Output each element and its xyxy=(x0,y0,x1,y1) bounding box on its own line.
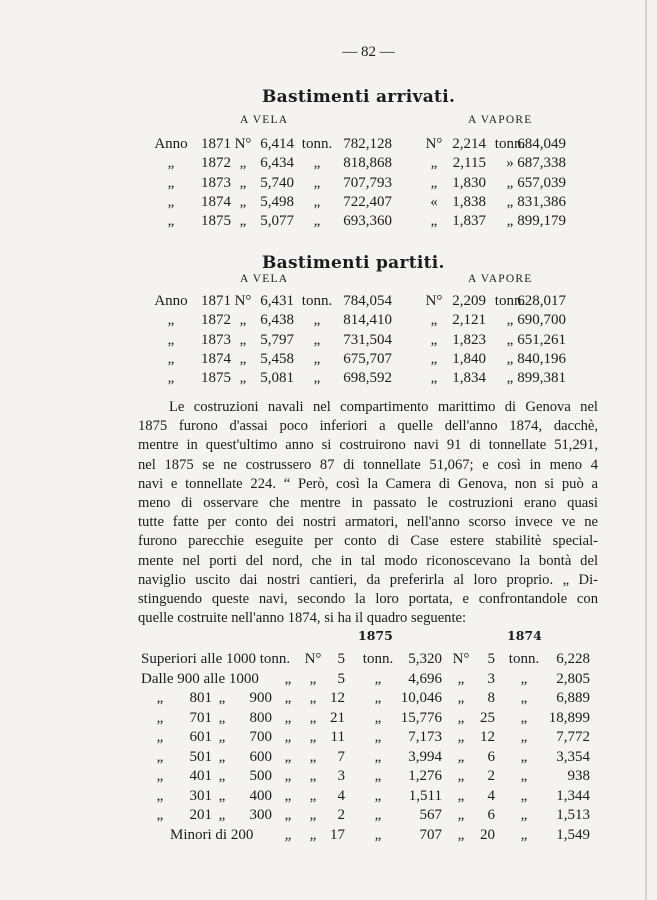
ditto-mark: „ xyxy=(218,787,226,804)
cell-count-1874-mark: „ xyxy=(457,729,465,745)
range-from: 201 xyxy=(189,807,212,823)
range-to: 800 xyxy=(249,709,272,726)
cell-year: 1871 xyxy=(201,136,231,152)
table-row xyxy=(0,213,657,232)
cell-tonnage-1875-mark: „ xyxy=(374,826,382,843)
cell-tonnage-1875-mark: „ xyxy=(374,807,382,823)
cell-sail-count-mark: „ xyxy=(239,174,247,191)
cell-year: 1872 xyxy=(201,312,231,329)
table-row xyxy=(0,136,657,155)
cell-count-1875: 11 xyxy=(330,729,345,745)
cell-sail-count-mark: „ xyxy=(239,331,247,348)
cell-count-1875-mark: „ xyxy=(309,729,317,745)
cell-tonnage-1875-mark: „ xyxy=(374,670,382,687)
cell-count-1874-mark: „ xyxy=(457,768,465,784)
cell-steam-count: 1,837 xyxy=(452,213,486,230)
cell-sail-tonnage: 722,407 xyxy=(343,193,392,210)
cell-count-1875-mark: „ xyxy=(309,807,317,823)
cell-sail-count: 6,431 xyxy=(260,293,294,309)
cell-count-1875-mark: „ xyxy=(309,690,317,706)
cell-label: Anno xyxy=(154,136,188,152)
cell-count-1875: 12 xyxy=(330,690,345,706)
range-to: 500 xyxy=(249,768,272,784)
cell-tonnage-1875-mark: „ xyxy=(374,768,382,784)
cell-sail-count-mark: N° xyxy=(234,293,252,309)
range-from: 601 xyxy=(189,729,212,745)
paragraph-line: mentre in quest'ultimo anno si costruirono navi 91 di tonnellate 51,291, xyxy=(138,437,598,454)
cell-steam-count-mark: « xyxy=(430,193,438,210)
cell-steam-count: 2,209 xyxy=(452,293,486,309)
cell-steam-tonnage: 684,049 xyxy=(517,136,566,152)
cell-count-1875: 2 xyxy=(337,807,345,823)
cell-sail-count-mark: „ xyxy=(239,213,247,230)
cell-count-1874: 4 xyxy=(487,787,495,804)
cell-sail-tonnage-mark: „ xyxy=(313,193,321,210)
paragraph-line: Le costruzioni navali nel compartimento marittimo di Genova nel xyxy=(169,399,598,415)
cell-count-1875-mark: N° xyxy=(304,651,322,667)
cell-steam-tonnage: 657,039 xyxy=(517,174,566,191)
table-row xyxy=(0,312,657,331)
cell-tonnage-1874-mark: „ xyxy=(520,807,528,823)
cell-steam-count: 2,121 xyxy=(452,312,486,329)
cell-steam-count: 2,214 xyxy=(452,136,486,152)
cell-steam-count-mark: N° xyxy=(425,293,443,309)
cell-sail-count: 5,077 xyxy=(260,213,294,230)
cell-count-1875: 21 xyxy=(330,709,345,726)
cell-count-1874-mark: „ xyxy=(457,787,465,804)
cell-steam-tonnage: 899,381 xyxy=(517,370,566,387)
table-row xyxy=(0,651,657,670)
cell-tonnage-1874-mark: „ xyxy=(520,826,528,843)
cell-tonnage-1875-mark: „ xyxy=(374,748,382,765)
cell-steam-tonnage-mark: „ xyxy=(506,193,514,210)
cell-tonnage-1874-mark: „ xyxy=(520,670,528,687)
paragraph-line: quelle costruite nell'anno 1874, si ha il quadro seguente: xyxy=(138,610,467,627)
table-row xyxy=(0,788,657,807)
cell-steam-tonnage-mark: tonn. xyxy=(494,136,526,152)
range-from: 501 xyxy=(189,748,212,765)
cell-sail-count: 6,434 xyxy=(260,155,294,172)
ditto-mark: „ xyxy=(156,729,164,745)
cell-count-1874-mark: „ xyxy=(457,709,465,726)
cell-sail-tonnage-mark: „ xyxy=(313,213,321,230)
cell-count-1875-mark: „ xyxy=(309,670,317,687)
cell-count-1875: 5 xyxy=(337,651,345,667)
cell-label: „ xyxy=(167,331,175,348)
cell-count-1874-mark: „ xyxy=(457,690,465,706)
cell-count-1874: 20 xyxy=(480,826,495,843)
cell-count-1874: 8 xyxy=(487,690,495,706)
cell-year: 1874 xyxy=(201,193,231,210)
cell-sail-tonnage-mark: „ xyxy=(313,331,321,348)
cell-ditto-mark: „ xyxy=(284,807,292,823)
cell-sail-count: 5,081 xyxy=(260,370,294,387)
cell-tonnage-1874: 1,513 xyxy=(556,807,590,823)
cell-steam-tonnage-mark: „ xyxy=(506,312,514,329)
cell-tonnage-1875: 3,994 xyxy=(408,748,442,765)
cell-steam-tonnage: 687,338 xyxy=(517,155,566,172)
cell-steam-count: 1,823 xyxy=(452,331,486,348)
ditto-mark: „ xyxy=(218,748,226,765)
table-row xyxy=(0,690,657,709)
cell-tonnage-1875: 7,173 xyxy=(408,729,442,745)
paragraph-line: furono parecchie eseguite per conto di Case estere stabilitè special- xyxy=(138,533,598,550)
cell-label: Anno xyxy=(154,293,188,309)
cell-tonnage-1874-mark: „ xyxy=(520,787,528,804)
cell-steam-count-mark: „ xyxy=(430,213,438,230)
paragraph-line: nel 1875 se ne costrussero 87 di tonnellate 51,067; e così in meno 4 xyxy=(138,456,598,473)
cell-count-1875-mark: „ xyxy=(309,787,317,804)
range-to: 700 xyxy=(249,729,272,745)
cell-sail-tonnage: 698,592 xyxy=(343,370,392,387)
cell-count-1874: 2 xyxy=(487,768,495,784)
cell-year: 1873 xyxy=(201,331,231,348)
cell-steam-tonnage: 831,386 xyxy=(517,193,566,210)
departures-sail-header: A VELA xyxy=(240,273,289,285)
ditto-mark: „ xyxy=(218,768,226,784)
construction-year-1875: 1875 xyxy=(358,628,393,643)
cell-steam-tonnage: 628,017 xyxy=(517,293,566,309)
cell-count-1874: 5 xyxy=(487,651,495,667)
cell-sail-count: 5,458 xyxy=(260,350,294,367)
cell-label: „ xyxy=(167,174,175,191)
cell-count-1874: 6 xyxy=(487,807,495,823)
cell-tonnage-1875: 4,696 xyxy=(408,670,442,687)
cell-sail-tonnage-mark: „ xyxy=(313,174,321,191)
cell-sail-tonnage: 693,360 xyxy=(343,213,392,230)
cell-sail-count-mark: „ xyxy=(239,350,247,367)
cell-tonnage-1875-mark: tonn. xyxy=(362,651,394,667)
cell-steam-tonnage-mark: „ xyxy=(506,213,514,230)
table-row xyxy=(0,768,657,787)
cell-count-1874-mark: „ xyxy=(457,748,465,765)
cell-year: 1875 xyxy=(201,213,231,230)
cell-year: 1873 xyxy=(201,174,231,191)
cell-steam-tonnage-mark: tonn. xyxy=(494,293,526,309)
paragraph-line: navi e tonnellate 224. “ Però, così la Camera di Genova, non si può a xyxy=(138,475,598,492)
cell-steam-tonnage-mark: „ xyxy=(506,350,514,367)
cell-steam-tonnage: 690,700 xyxy=(517,312,566,329)
paragraph-line: naviglio uscito dai nostri cantieri, da preferirla al loro proprio. „ Di- xyxy=(138,571,598,588)
cell-tonnage-1874: 18,899 xyxy=(548,709,590,726)
table-row xyxy=(0,749,657,768)
cell-tonnage-1874-mark: „ xyxy=(520,768,528,784)
cell-sail-count: 5,740 xyxy=(260,174,294,191)
cell-steam-count: 1,830 xyxy=(452,174,486,191)
table-row xyxy=(0,332,657,351)
range-from: 801 xyxy=(189,690,212,706)
cell-sail-tonnage: 731,504 xyxy=(343,331,392,348)
cell-sail-count-mark: „ xyxy=(239,370,247,387)
cell-steam-tonnage-mark: » xyxy=(506,155,514,172)
cell-year: 1875 xyxy=(201,370,231,387)
table-row xyxy=(0,729,657,748)
cell-sail-tonnage: 675,707 xyxy=(343,350,392,367)
cell-label: „ xyxy=(167,350,175,367)
cell-tonnage-1875-mark: „ xyxy=(374,787,382,804)
cell-steam-tonnage-mark: „ xyxy=(506,174,514,191)
cell-ditto-mark: „ xyxy=(284,787,292,804)
cell-tonnage-1874: 2,805 xyxy=(556,670,590,687)
cell-sail-tonnage-mark: „ xyxy=(313,350,321,367)
cell-count-1874-mark: „ xyxy=(457,670,465,687)
cell-count-1874: 6 xyxy=(487,748,495,765)
cell-sail-tonnage-mark: „ xyxy=(313,155,321,172)
cell-sail-count: 5,498 xyxy=(260,193,294,210)
cell-sail-tonnage: 707,793 xyxy=(343,174,392,191)
table-row xyxy=(0,351,657,370)
cell-tonnage-1874-mark: „ xyxy=(520,729,528,745)
cell-count-1875: 5 xyxy=(337,670,345,687)
table-row xyxy=(0,175,657,194)
cell-ditto-mark: „ xyxy=(284,670,292,687)
range-to: 300 xyxy=(249,807,272,823)
cell-tonnage-1875: 567 xyxy=(419,807,442,823)
cell-tonnage-1874: 3,354 xyxy=(556,748,590,765)
range-from: 701 xyxy=(189,709,212,726)
cell-tonnage-1875: 1,276 xyxy=(408,768,442,784)
arrivals-sail-header: A VELA xyxy=(240,114,289,126)
cell-ditto-mark: „ xyxy=(284,690,292,706)
cell-steam-count-mark: N° xyxy=(425,136,443,152)
body-paragraph xyxy=(138,398,598,628)
cell-steam-count-mark: „ xyxy=(430,370,438,387)
cell-tonnage-1875-mark: „ xyxy=(374,729,382,745)
cell-ditto-mark: „ xyxy=(284,826,292,843)
cell-sail-tonnage-mark: „ xyxy=(313,370,321,387)
cell-sail-tonnage: 814,410 xyxy=(343,312,392,329)
paragraph-line: tutte fatte per conto dei nostri armatori, nell'anno scorso invece ve ne xyxy=(138,514,598,531)
cell-count-1875: 7 xyxy=(337,748,345,765)
cell-steam-count-mark: „ xyxy=(430,331,438,348)
cell-tonnage-1874: 7,772 xyxy=(556,729,590,745)
cell-count-1875-mark: „ xyxy=(309,709,317,726)
arrivals-steam-header: A VAPORE xyxy=(468,114,533,126)
cell-count-1874-mark: „ xyxy=(457,807,465,823)
cell-ditto-mark: „ xyxy=(284,729,292,745)
paragraph-line: 1875 furono d'assai poco inferiori a quelle dell'anno 1874, dacchè, xyxy=(138,418,598,435)
cell-sail-count-mark: N° xyxy=(234,136,252,152)
cell-tonnage-1874: 1,344 xyxy=(556,787,590,804)
cell-tonnage-1875: 5,320 xyxy=(408,651,442,667)
cell-count-1874: 25 xyxy=(480,709,495,726)
cell-sail-tonnage: 784,054 xyxy=(343,293,392,309)
table-row xyxy=(0,827,657,846)
cell-count-1874: 12 xyxy=(480,729,495,745)
cell-tonnage-1875: 10,046 xyxy=(400,690,442,706)
cell-steam-count: 1,838 xyxy=(452,193,486,210)
cell-sail-count-mark: „ xyxy=(239,312,247,329)
cell-count-1874: 3 xyxy=(487,670,495,687)
range-label: Dalle 900 alle 1000 xyxy=(141,670,259,687)
cell-count-1875-mark: „ xyxy=(309,768,317,784)
ditto-mark: „ xyxy=(218,729,226,745)
cell-label: „ xyxy=(167,213,175,230)
cell-steam-count: 1,840 xyxy=(452,350,486,367)
cell-sail-count: 6,438 xyxy=(260,312,294,329)
cell-sail-tonnage: 818,868 xyxy=(343,155,392,172)
range-from: 401 xyxy=(189,768,212,784)
cell-sail-count-mark: „ xyxy=(239,155,247,172)
arrivals-title: Bastimenti arrivati. xyxy=(262,87,456,107)
cell-tonnage-1874-mark: tonn. xyxy=(508,651,540,667)
range-to: 900 xyxy=(249,690,272,706)
construction-year-1874: 1874 xyxy=(507,628,542,643)
table-row xyxy=(0,293,657,312)
cell-steam-count-mark: „ xyxy=(430,174,438,191)
cell-tonnage-1875: 15,776 xyxy=(400,709,442,726)
cell-tonnage-1874-mark: „ xyxy=(520,690,528,706)
cell-count-1875: 3 xyxy=(337,768,345,784)
ditto-mark: „ xyxy=(156,690,164,706)
cell-tonnage-1874-mark: „ xyxy=(520,709,528,726)
cell-sail-count: 6,414 xyxy=(260,136,294,152)
cell-tonnage-1875: 1,511 xyxy=(408,787,442,804)
departures-title: Bastimenti partiti. xyxy=(262,253,445,273)
range-to: 600 xyxy=(249,748,272,765)
paragraph-line: mente nel porti del nord, che in tal modo riconoscevano la bontà del xyxy=(138,552,598,569)
cell-sail-count: 5,797 xyxy=(260,331,294,348)
cell-tonnage-1874: 6,889 xyxy=(556,690,590,706)
cell-tonnage-1874-mark: „ xyxy=(520,748,528,765)
ditto-mark: „ xyxy=(156,709,164,726)
cell-year: 1872 xyxy=(201,155,231,172)
cell-steam-tonnage: 899,179 xyxy=(517,213,566,230)
cell-tonnage-1875-mark: „ xyxy=(374,709,382,726)
cell-year: 1871 xyxy=(201,293,231,309)
paragraph-line: stinguendo queste navi, secondo la loro portata, e confrontandole con xyxy=(138,591,598,608)
cell-year: 1874 xyxy=(201,350,231,367)
cell-ditto-mark: „ xyxy=(284,709,292,726)
cell-label: „ xyxy=(167,370,175,387)
table-row xyxy=(0,710,657,729)
cell-steam-tonnage-mark: „ xyxy=(506,331,514,348)
ditto-mark: „ xyxy=(156,807,164,823)
cell-sail-tonnage-mark: tonn. xyxy=(301,136,333,152)
cell-tonnage-1875: 707 xyxy=(419,826,442,843)
cell-label: „ xyxy=(167,193,175,210)
ditto-mark: „ xyxy=(156,787,164,804)
ditto-mark: „ xyxy=(218,807,226,823)
cell-steam-tonnage: 840,196 xyxy=(517,350,566,367)
cell-steam-count-mark: „ xyxy=(430,312,438,329)
page-number: — 82 — xyxy=(342,44,395,60)
ditto-mark: „ xyxy=(218,690,226,706)
cell-steam-tonnage-mark: „ xyxy=(506,370,514,387)
cell-count-1875: 4 xyxy=(337,787,345,804)
cell-ditto-mark: „ xyxy=(284,748,292,765)
cell-tonnage-1875-mark: „ xyxy=(374,690,382,706)
cell-count-1875-mark: „ xyxy=(309,748,317,765)
cell-count-1874-mark: „ xyxy=(457,826,465,843)
departures-steam-header: A VAPORE xyxy=(468,273,533,285)
cell-tonnage-1874: 6,228 xyxy=(556,651,590,667)
range-label: Superiori alle 1000 tonn. xyxy=(141,651,291,667)
cell-tonnage-1874: 1,549 xyxy=(556,826,590,843)
cell-tonnage-1874: 938 xyxy=(567,768,590,784)
cell-ditto-mark: „ xyxy=(284,768,292,784)
cell-steam-count-mark: „ xyxy=(430,350,438,367)
range-from: 301 xyxy=(189,787,212,804)
cell-sail-tonnage: 782,128 xyxy=(343,136,392,152)
cell-steam-tonnage: 651,261 xyxy=(517,331,566,348)
cell-steam-count: 1,834 xyxy=(452,370,486,387)
table-row xyxy=(0,671,657,690)
cell-sail-tonnage-mark: tonn. xyxy=(301,293,333,309)
table-row xyxy=(0,370,657,389)
ditto-mark: „ xyxy=(156,748,164,765)
table-row xyxy=(0,807,657,826)
cell-count-1875: 17 xyxy=(330,826,345,843)
range-label: Minori di 200 xyxy=(170,826,254,843)
cell-steam-count-mark: „ xyxy=(430,155,438,172)
paragraph-line: meno di osservare che mentre in passato le costruzioni erano quasi xyxy=(138,495,598,512)
ditto-mark: „ xyxy=(218,709,226,726)
cell-steam-count: 2,115 xyxy=(452,155,486,172)
cell-label: „ xyxy=(167,155,175,172)
cell-sail-tonnage-mark: „ xyxy=(313,312,321,329)
cell-sail-count-mark: „ xyxy=(239,193,247,210)
cell-count-1875-mark: „ xyxy=(309,826,317,843)
range-to: 400 xyxy=(249,787,272,804)
cell-label: „ xyxy=(167,312,175,329)
table-row xyxy=(0,194,657,213)
ditto-mark: „ xyxy=(156,768,164,784)
table-row xyxy=(0,155,657,174)
cell-count-1874-mark: N° xyxy=(452,651,470,667)
